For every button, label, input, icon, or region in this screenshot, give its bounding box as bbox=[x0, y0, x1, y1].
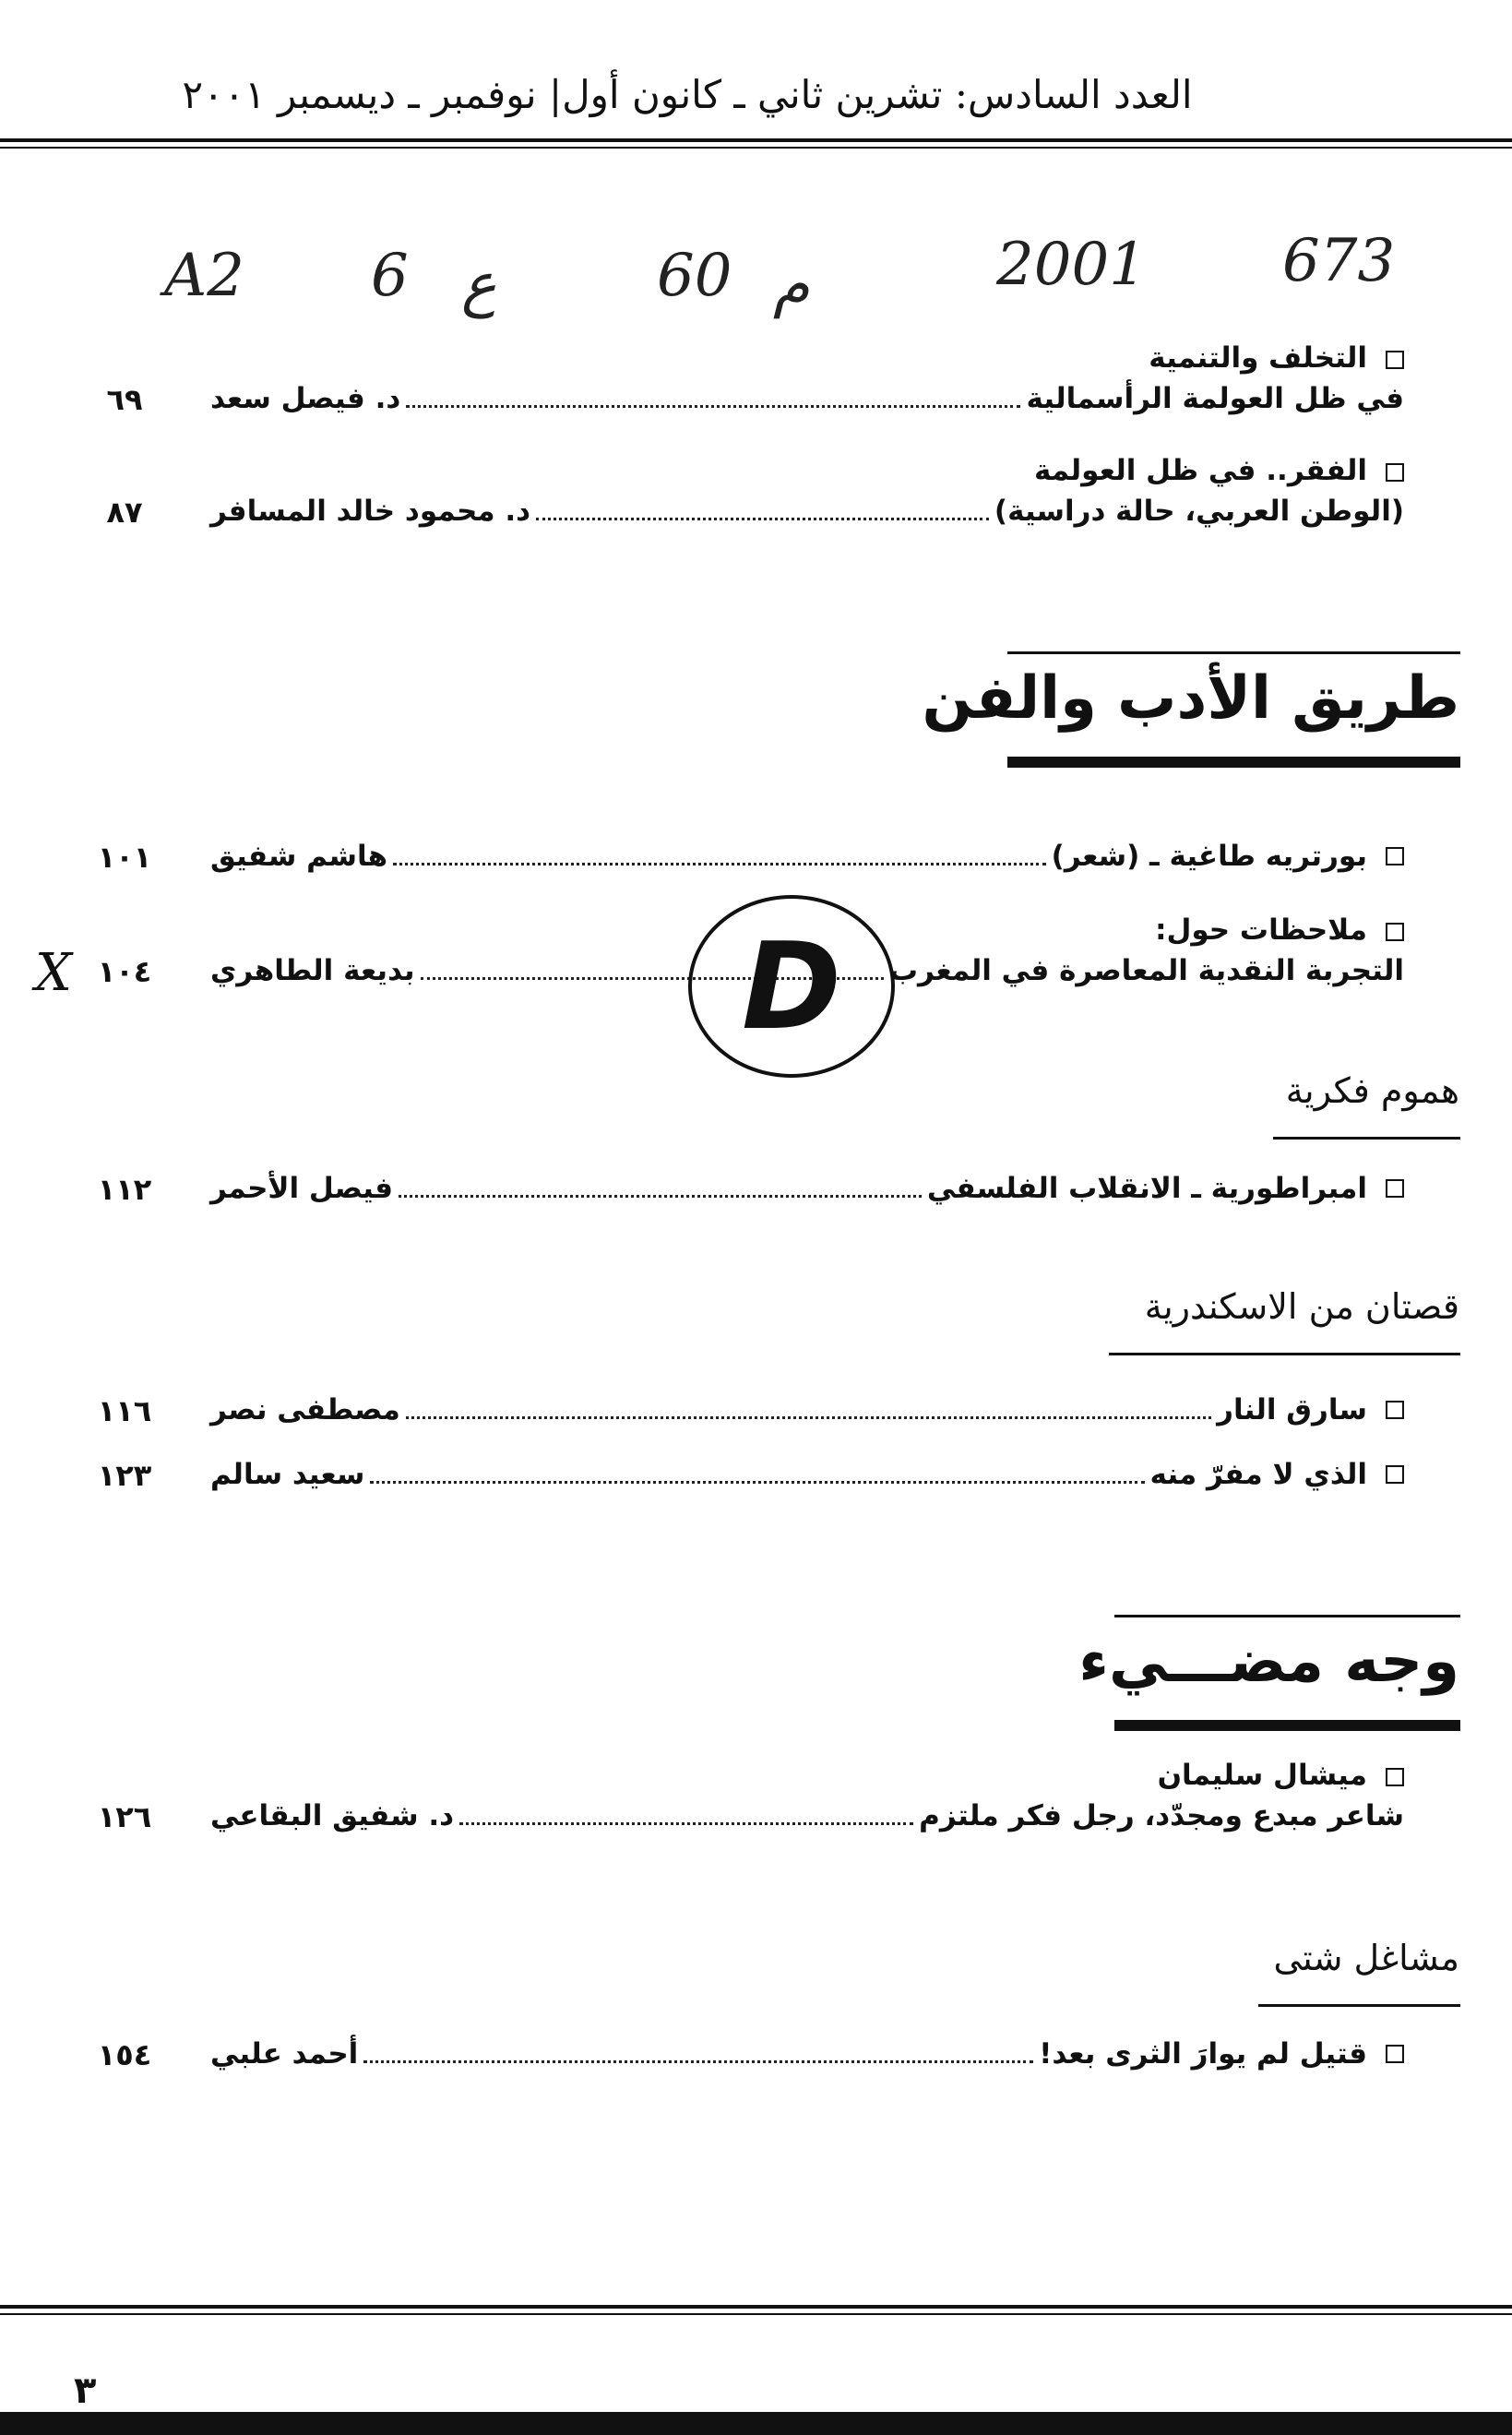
author: هاشم شفيق bbox=[210, 840, 388, 873]
issue-header: العدد السادس: تشرين ثاني ـ كانون أول| نوفمبر ـ ديسمبر ٢٠٠١ bbox=[182, 72, 1193, 117]
section-bottom-bar bbox=[1114, 1720, 1460, 1731]
toc-entry-line: قتيل لم يوارَ الثرى بعد! أحمد علبي bbox=[210, 2037, 1404, 2071]
header-rule-thin bbox=[0, 147, 1512, 149]
section-heading-literature: طريق الأدب والفن bbox=[922, 664, 1459, 733]
author: د. فيصل سعد bbox=[210, 382, 401, 415]
leader-dots bbox=[406, 1416, 1211, 1419]
toc-entry-title: التخلف والتنمية bbox=[1149, 341, 1404, 375]
section-underline bbox=[1258, 2004, 1460, 2007]
toc-entry-title: ميشال سليمان bbox=[1158, 1759, 1404, 1792]
leader-dots bbox=[406, 405, 1020, 408]
toc-entry-line: في ظل العولمة الرأسمالية د. فيصل سعد bbox=[210, 382, 1404, 415]
handwritten-note-d: 60 bbox=[657, 242, 732, 310]
toc-entry-line: سارق النار مصطفى نصر bbox=[210, 1393, 1404, 1426]
toc-entry-line: شاعر مبدع ومجدّد، رجل فكر ملتزم د. شفيق البقاعي bbox=[210, 1799, 1404, 1832]
bullet-box-icon bbox=[1386, 1465, 1404, 1484]
page-number: ١٥٤ bbox=[97, 2037, 152, 2072]
bullet-box-icon bbox=[1386, 1401, 1404, 1419]
author: أحمد علبي bbox=[210, 2037, 359, 2071]
section-bottom-bar bbox=[1007, 757, 1460, 768]
leader-dots bbox=[399, 1195, 922, 1198]
bullet-box-icon bbox=[1386, 351, 1404, 369]
toc-entry-line: الذي لا مفرّ منه سعيد سالم bbox=[210, 1458, 1404, 1491]
page-number: ٦٩ bbox=[106, 382, 143, 417]
handwritten-note-c: ع bbox=[461, 251, 497, 319]
page-number: ١١٦ bbox=[97, 1393, 152, 1428]
footer-page-number: ٣ bbox=[74, 2369, 97, 2412]
leader-dots bbox=[363, 2060, 1033, 2063]
library-stamp: D bbox=[688, 895, 895, 1078]
footer-rule-thin bbox=[0, 2313, 1512, 2315]
page-number: ١١٢ bbox=[97, 1172, 152, 1207]
bullet-box-icon bbox=[1386, 847, 1404, 865]
author: سعيد سالم bbox=[210, 1458, 365, 1491]
toc-entry-line: التجربة النقدية المعاصرة في المغرب بديعة الطاهري bbox=[210, 954, 1404, 987]
page-number: ١٠١ bbox=[97, 840, 152, 875]
author: فيصل الأحمر bbox=[210, 1172, 394, 1205]
margin-mark: X bbox=[35, 943, 72, 1003]
toc-entry-line: بورتريه طاغية ـ (شعر) هاشم شفيق bbox=[210, 840, 1404, 873]
header-rule-thick bbox=[0, 138, 1512, 142]
section-heading-alexandria: قصتان من الاسكندرية bbox=[1144, 1286, 1459, 1327]
bullet-box-icon bbox=[1386, 463, 1404, 482]
bullet-box-icon bbox=[1386, 1768, 1404, 1786]
leader-dots bbox=[536, 518, 989, 520]
handwritten-note-f: 2001 bbox=[996, 231, 1147, 299]
leader-dots bbox=[370, 1481, 1144, 1484]
handwritten-note-g: 673 bbox=[1282, 227, 1396, 295]
page-number: ١٠٤ bbox=[97, 954, 152, 989]
bullet-box-icon bbox=[1386, 2045, 1404, 2063]
toc-entry-line: (الوطن العربي، حالة دراسية) د. محمود خالد المسافر bbox=[210, 495, 1404, 528]
author: بديعة الطاهري bbox=[210, 954, 415, 987]
section-heading-face: وجه مضـــيء bbox=[1078, 1628, 1459, 1696]
section-underline bbox=[1109, 1353, 1460, 1355]
scan-bottom-edge bbox=[0, 2412, 1512, 2435]
author: د. محمود خالد المسافر bbox=[210, 495, 531, 528]
handwritten-note-e: م bbox=[773, 251, 810, 319]
toc-entry-title: ملاحظات حول: bbox=[1155, 913, 1404, 947]
section-underline bbox=[1273, 1137, 1460, 1140]
section-top-rule bbox=[1007, 651, 1460, 654]
section-top-rule bbox=[1114, 1615, 1460, 1617]
section-heading-misc: مشاغل شتى bbox=[1273, 1938, 1459, 1978]
page-number: ١٢٣ bbox=[97, 1458, 152, 1493]
author: د. شفيق البقاعي bbox=[210, 1799, 455, 1832]
toc-entry-title: الفقر.. في ظل العولمة bbox=[1034, 454, 1404, 487]
leader-dots bbox=[459, 1822, 913, 1825]
handwritten-note-b: 6 bbox=[371, 242, 409, 310]
section-heading-thought: هموم فكرية bbox=[1285, 1070, 1459, 1111]
page-number: ١٢٦ bbox=[97, 1799, 152, 1834]
page-number: ٨٧ bbox=[106, 495, 143, 530]
toc-entry-line: امبراطورية ـ الانقلاب الفلسفي فيصل الأحمر bbox=[210, 1172, 1404, 1205]
author: مصطفى نصر bbox=[210, 1393, 400, 1426]
handwritten-note-a: A2 bbox=[164, 242, 244, 310]
bullet-box-icon bbox=[1386, 1179, 1404, 1198]
bullet-box-icon bbox=[1386, 923, 1404, 941]
footer-rule-thick bbox=[0, 2305, 1512, 2309]
leader-dots bbox=[393, 863, 1046, 865]
